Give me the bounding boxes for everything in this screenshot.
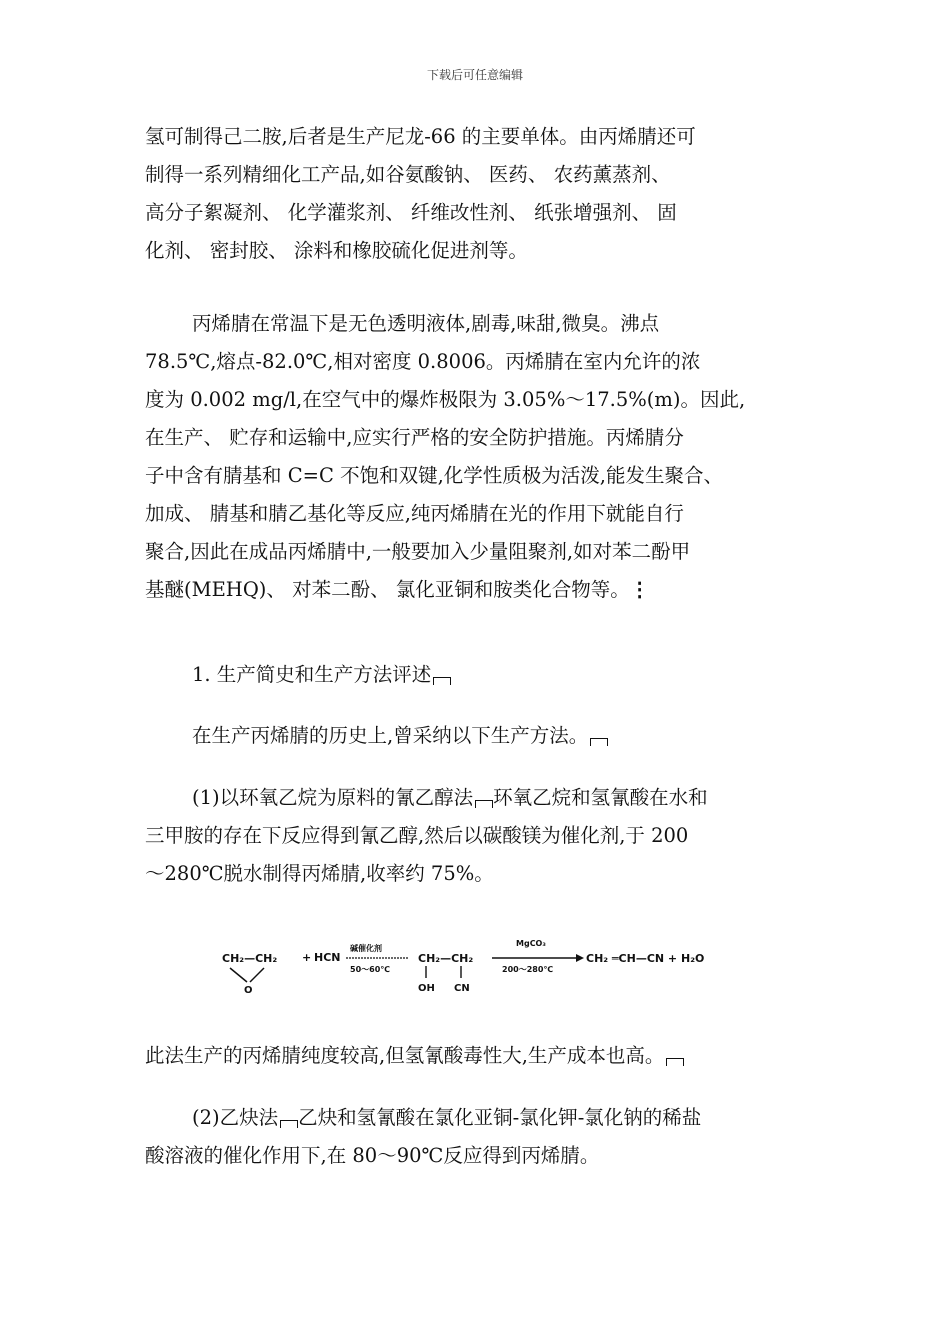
text-line: 丙烯腈在常温下是无色透明液体,剧毒,味甜,微臭。沸点 <box>192 312 660 335</box>
paragraph-mark-icon <box>666 1058 684 1066</box>
arrow-2-head <box>576 954 584 962</box>
text-line: 聚合,因此在成品丙烯腈中,一般要加入少量阻聚剂,如对苯二酚甲 <box>145 540 691 563</box>
text-line: 子中含有腈基和 C=C 不饱和双键,化学性质极为活泼,能发生聚合、 <box>145 464 723 487</box>
paragraph-evaluation <box>145 1037 815 1075</box>
text-line: 在生产、 贮存和运输中,应实行严格的安全防护措施。丙烯腈分 <box>145 426 684 449</box>
paragraph-mark-icon <box>590 738 608 746</box>
text-line: 三甲胺的存在下反应得到氰乙醇,然后以碳酸镁为催化剂,于 200 <box>145 824 689 847</box>
text-line: 化剂、 密封胶、 涂料和橡胶硫化促进剂等。 <box>145 239 528 262</box>
reagent-formula: HCN <box>314 951 341 964</box>
text-line: 环氧乙烷和氢氰酸在水和 <box>493 786 708 809</box>
text-line: 氢可制得己二胺,后者是生产尼龙-66 的主要单体。由丙烯腈还可 <box>145 125 696 148</box>
heading-text: 1. 生产简史和生产方法评述 <box>192 663 432 686</box>
paragraph-applications <box>145 118 815 270</box>
intermediate-formula: CH₂—CH₂ <box>418 952 474 965</box>
text-line: 乙炔和氢氰酸在氯化亚铜-氯化钾-氯化钠的稀盐 <box>298 1106 702 1129</box>
plus-sign: + <box>302 951 312 964</box>
catalyst-label: 碱催化剂 <box>350 944 382 953</box>
section-heading <box>145 656 815 694</box>
condition-1-label: 50～60℃ <box>350 965 390 974</box>
cyano-group: CN <box>454 983 470 994</box>
text-line: 制得一系列精细化工产品,如谷氨酸钠、 医药、 农药薰蒸剂、 <box>145 163 671 186</box>
epoxide-bond-left <box>230 968 247 982</box>
epoxide-bond-right <box>250 968 264 982</box>
paragraph-mark-icon <box>433 677 451 685</box>
product-formula: CH₂ ═CH—CN + H₂O <box>586 952 705 965</box>
colon-marker-icon: ⋮ <box>629 578 650 601</box>
text-line: ～280℃脱水制得丙烯腈,收率约 75%。 <box>145 862 494 885</box>
paragraph-properties <box>145 305 815 609</box>
paragraph-mark-icon <box>475 800 493 808</box>
hydroxyl-group: OH <box>418 983 435 994</box>
text-line: 加成、 腈基和腈乙基化等反应,纯丙烯腈在光的作用下就能自行 <box>145 502 684 525</box>
method-title: (2)乙炔法 <box>192 1106 279 1129</box>
text-line: 基醚(MEHQ)、 对苯二酚、 氯化亚铜和胺类化合物等。 <box>145 578 630 601</box>
page-header: 下载后可任意编辑 <box>426 68 523 82</box>
text-line: 此法生产的丙烯腈纯度较高,但氢氰酸毒性大,生产成本也高。 <box>145 1044 665 1067</box>
paragraph-mark-icon <box>280 1120 298 1128</box>
epoxide-formula: CH₂—CH₂ <box>222 952 278 965</box>
paragraph-history <box>145 717 815 755</box>
reaction-equation-figure <box>220 932 720 996</box>
text-line: 度为 0.002 mg/l,在空气中的爆炸极限为 3.05%～17.5%(m)。因此, <box>145 388 746 411</box>
text-line: 在生产丙烯腈的历史上,曾采纳以下生产方法。 <box>192 724 589 747</box>
paragraph-method-1 <box>145 779 815 893</box>
method-title: (1)以环氧乙烷为原料的氰乙醇法 <box>192 786 474 809</box>
text-line: 78.5℃,熔点-82.0℃,相对密度 0.8006。丙烯腈在室内允许的浓 <box>145 350 701 373</box>
reaction-equation <box>220 932 720 996</box>
catalyst-2-label: MgCO₃ <box>516 939 546 948</box>
text-line: 酸溶液的催化作用下,在 80～90℃反应得到丙烯腈。 <box>145 1144 600 1167</box>
epoxide-oxygen: O <box>244 985 253 996</box>
text-line: 高分子絮凝剂、 化学灌浆剂、 纤维改性剂、 纸张增强剂、 固 <box>145 201 677 224</box>
condition-2-label: 200～280℃ <box>502 965 554 974</box>
paragraph-method-2 <box>145 1099 815 1175</box>
